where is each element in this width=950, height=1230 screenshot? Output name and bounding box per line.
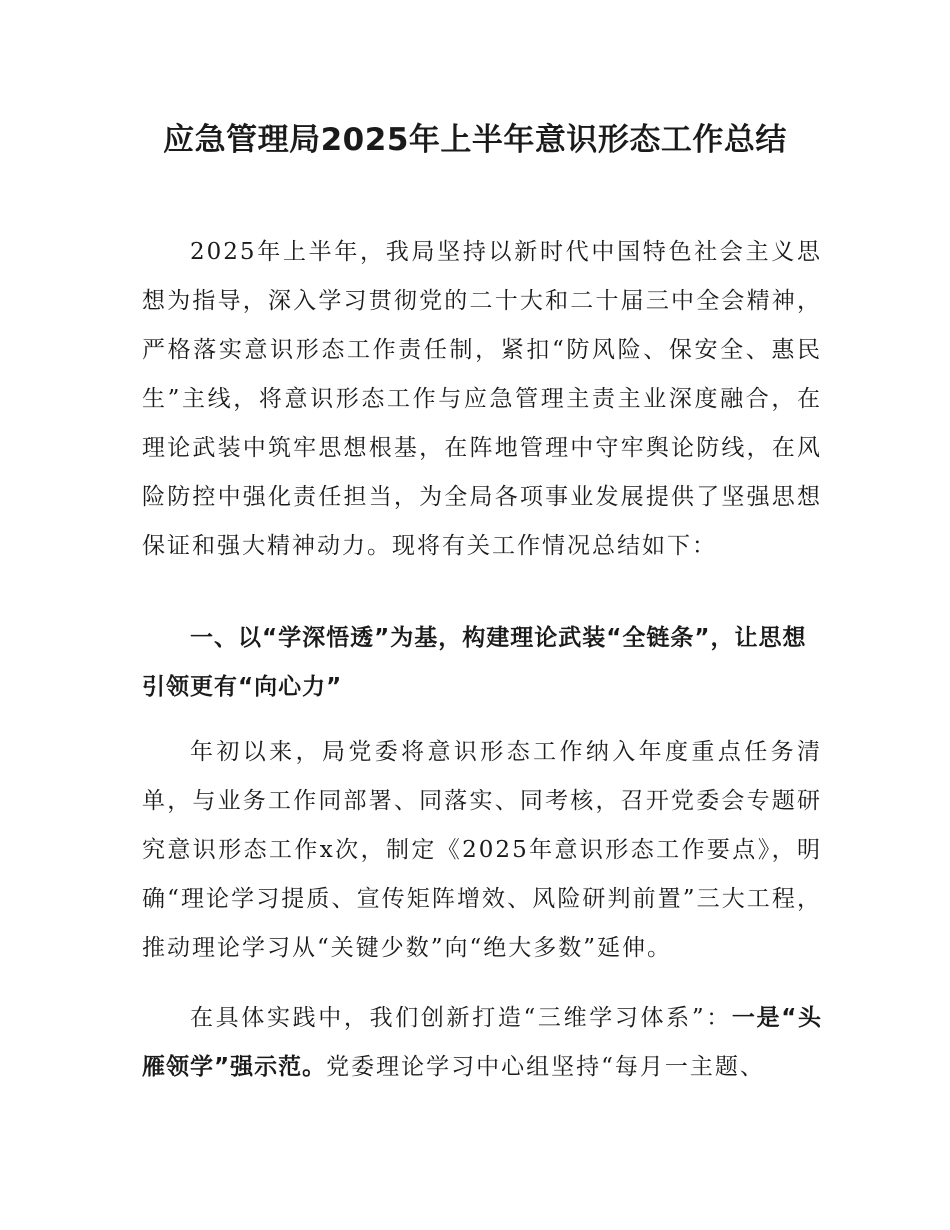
paragraph-lead-text: 在具体实践中，我们创新打造“三维学习体系”： [190,1005,732,1031]
paragraph-rest-text: 党委理论学习中心组坚持“每月一主题、 [326,1054,765,1080]
paragraph-bold-point: 一是“头雁领学”强示范。 [142,1005,822,1080]
section-1-paragraph-1: 年初以来，局党委将意识形态工作纳入年度重点任务清单，与业务工作同部署、同落实、同考核，召开党委会专题研究意识形态工作x次，制定《2025年意识形态工作要点》，明确“理论学习提质、宣传矩阵增效、风险研判前置”三大工程，推动理论学习从“关键少数”向“绝大多数”延伸。 [142,739,822,961]
section-heading-1: 一、以“学深悟透”为基，构建理论武装“全链条”，让思想引领更有“向心力” [142,625,807,700]
section-1-paragraph-2 [142,994,822,1092]
intro-paragraph: 2025年上半年，我局坚持以新时代中国特色社会主义思想为指导，深入学习贯彻党的二十大和二十届三中全会精神，严格落实意识形态工作责任制，紧扣“防风险、保安全、惠民生”主线，将意识形态工作与应急管理主责主业深度融合，在理论武装中筑牢思想根基，在阵地管理中守牢舆论防线，在风险防控中强化责任担当，为全局各项事业发展提供了坚强思想保证和强大精神动力。现将有关工作情况总结如下： [142,239,822,559]
document-title: 应急管理局2025年上半年意识形态工作总结 [163,122,787,158]
